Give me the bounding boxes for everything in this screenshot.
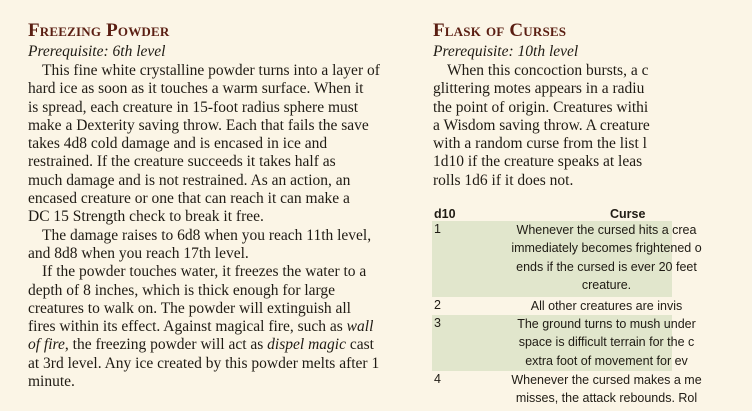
text-line: extra foot of movement for ev [525, 353, 688, 368]
table-row [432, 315, 696, 371]
text-line: with a random curse from the list l [433, 135, 647, 153]
text-line: and 8d8 when you reach 17th level. [28, 244, 249, 262]
section-title-freezing-powder: Freezing Powder [28, 20, 170, 41]
text-line: hard ice as soon as it touches a warm surface. When it [28, 80, 364, 98]
text-line: If the powder touches water, it freezes the water to a [42, 263, 367, 281]
text-line: Whenever the cursed makes a me [511, 373, 702, 387]
curse-description [461, 315, 752, 370]
text-line: All other creatures are invis [530, 299, 683, 313]
section-title-flask-of-curses: Flask of Curses [433, 20, 567, 41]
text-line: rolls 1d6 if it does not. [433, 171, 574, 189]
text-line: at 3rd level. Any ice created by this powder melts after 1 [28, 354, 380, 372]
text-line: much damage and is not restrained. As an action, an [28, 171, 351, 189]
text-line: a Wisdom saving throw. A creature [433, 116, 650, 134]
text-line: This fine white crystalline powder turns into a layer of [42, 62, 380, 79]
text-line: minute. [28, 373, 75, 391]
prerequisite-flask-of-curses: Prerequisite: 10th level [433, 43, 579, 60]
text-fragment: fires within its effect. Against magical fire, such as [28, 318, 347, 336]
spell-reference-dispel-magic: dispel magic [267, 336, 346, 354]
text-line [28, 318, 403, 336]
text-line: creature. [581, 277, 632, 292]
curse-table-header [432, 206, 672, 221]
text-line: DC 15 Strength check to break it free. [28, 208, 264, 226]
spell-reference-wall-of-fire: wall [346, 318, 374, 336]
text-fragment: cast [345, 336, 374, 354]
roll-number: 1 [434, 222, 441, 236]
roll-number: 3 [434, 316, 441, 330]
table-row [432, 371, 702, 411]
spell-reference-wall-of-fire: of fire [28, 336, 65, 354]
text-line: misses, the attack rebounds. Rol [515, 391, 698, 406]
column-header-d10: d10 [434, 207, 456, 221]
text-line: make a Dexterity saving throw. Each that fails the save [28, 116, 369, 134]
text-line: The ground turns to mush under [517, 317, 696, 331]
text-line: space is difficult terrain for the c [518, 335, 695, 350]
table-row [432, 297, 683, 315]
table-row [432, 221, 702, 297]
roll-number: 4 [434, 372, 441, 386]
column-header-curse: Curse [610, 207, 646, 221]
text-line: restrained. If the creature succeeds it takes half as [28, 153, 336, 171]
text-line: The damage raises to 6d8 when you reach 11th level, [42, 226, 372, 244]
text-line: ends if the cursed is ever 20 feet [516, 259, 697, 274]
text-line: 1d10 if the creature speaks at leas [433, 153, 643, 171]
text-line: When this concoction bursts, a c [447, 62, 649, 79]
text-line: encased creature or one that can reach it can make a [28, 190, 350, 208]
text-line: Whenever the cursed hits a crea [516, 223, 697, 237]
text-line: creatures to walk on. The powder will extinguish all [28, 299, 351, 317]
text-line: immediately becomes frightened o [511, 241, 702, 256]
curse-description [461, 371, 752, 408]
flask-of-curses-description [433, 62, 650, 190]
roll-number: 2 [434, 298, 441, 312]
text-line: the point of origin. Creatures withi [433, 98, 649, 116]
freezing-powder-description [28, 62, 403, 391]
text-line: glittering motes appears in a radiu [433, 80, 645, 98]
text-line: is spread, each creature in 15-foot radius sphere must [28, 98, 359, 116]
curse-table [432, 206, 702, 411]
text-fragment: , the freezing powder will act as [64, 336, 268, 354]
prerequisite-freezing-powder: Prerequisite: 6th level [28, 43, 166, 60]
text-line: depth of 8 inches, which is thick enough for large [28, 281, 336, 299]
text-line [28, 336, 403, 354]
text-line: takes 4d8 cold damage and is encased in ice and [28, 135, 328, 153]
curse-description [461, 221, 752, 294]
curse-description [461, 297, 752, 315]
